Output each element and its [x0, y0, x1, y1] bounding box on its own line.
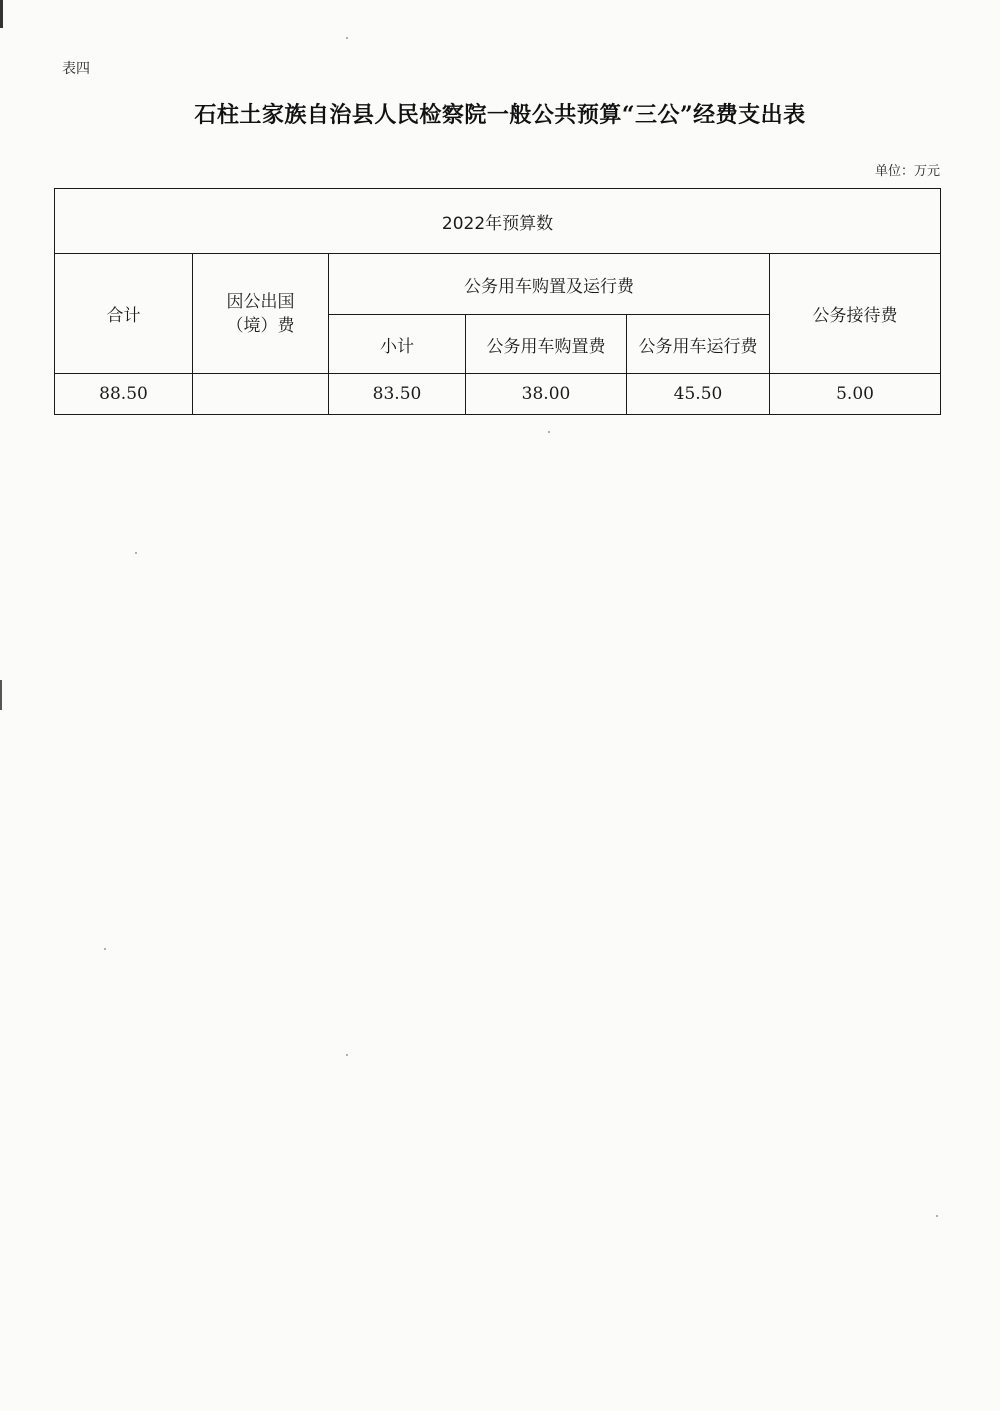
- table-label: 表四: [62, 61, 90, 77]
- scan-speck: [346, 1054, 348, 1056]
- col-abroad-header: [193, 254, 329, 374]
- col-reception-header: 公务接待费: [770, 254, 941, 374]
- cell-abroad: [193, 374, 329, 415]
- scan-speck: [936, 1215, 938, 1217]
- col-subtotal-header: 小计: [329, 315, 466, 374]
- cell-vehicle-operation: 45.50: [627, 374, 770, 415]
- cell-total: 88.50: [55, 374, 193, 415]
- col-vehicle-operation-header: 公务用车运行费: [627, 315, 770, 374]
- budget-table: [54, 188, 941, 415]
- scan-edge-mark: [0, 0, 3, 28]
- unit-label: 单位：万元: [874, 164, 940, 179]
- col-total-header: 合计: [55, 254, 193, 374]
- page-title: 石柱土家族自治县人民检察院一般公共预算“三公”经费支出表: [194, 102, 806, 128]
- col-vehicle-group-header: 公务用车购置及运行费: [329, 254, 770, 315]
- cell-vehicle-purchase: 38.00: [466, 374, 627, 415]
- table-header-row: [55, 189, 941, 254]
- cell-reception: 5.00: [770, 374, 941, 415]
- scan-speck: [346, 37, 348, 39]
- col-vehicle-purchase-header: 公务用车购置费: [466, 315, 627, 374]
- scan-edge-mark: [0, 680, 2, 710]
- scan-speck: [135, 552, 137, 554]
- scan-speck: [104, 948, 106, 950]
- col-abroad-header-line1: 因公出国: [226, 291, 295, 312]
- year-header: 2022年预算数: [55, 189, 941, 254]
- table-header-row: [55, 254, 941, 315]
- table-row: [55, 374, 941, 415]
- cell-subtotal: 83.50: [329, 374, 466, 415]
- col-abroad-header-line2: （境）费: [226, 315, 295, 336]
- scan-speck: [548, 431, 550, 433]
